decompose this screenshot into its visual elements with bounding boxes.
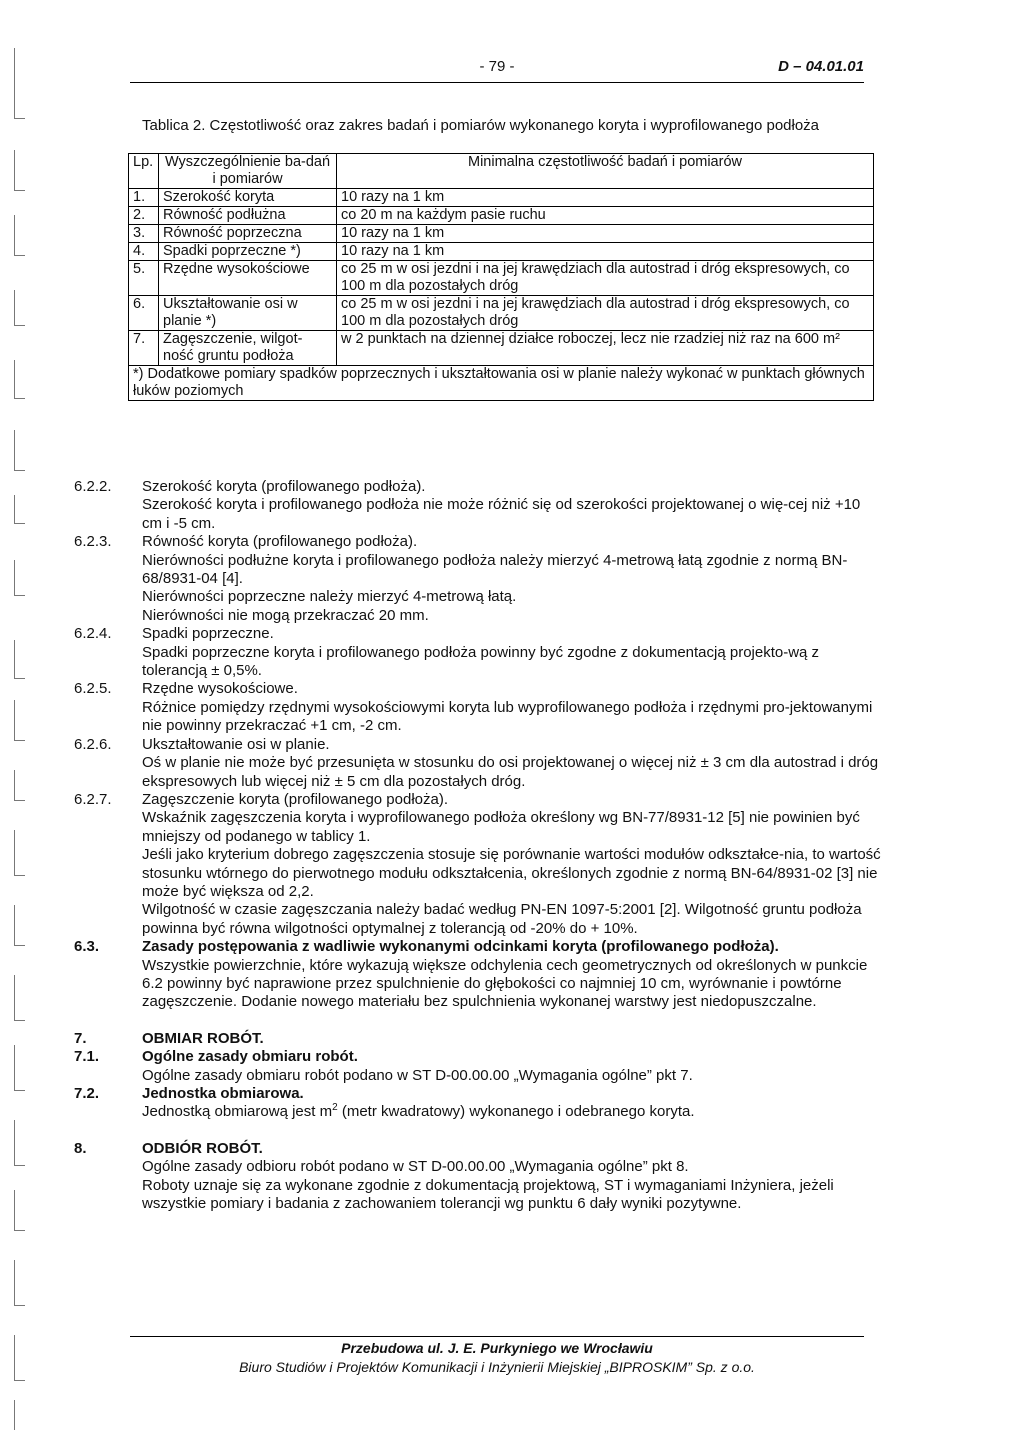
section-number: 6.2.6. [74, 735, 112, 753]
section-number: 7. [74, 1029, 87, 1047]
section-6-2-4 [74, 625, 884, 643]
row-description: Równość poprzeczna [159, 225, 337, 243]
table-row [129, 189, 874, 207]
table-row [129, 243, 874, 261]
section-number: 6.2.5. [74, 680, 112, 698]
table-row [129, 331, 874, 366]
paragraph: Nierówności nie mogą przekraczać 20 mm. [142, 606, 429, 624]
section-7-1 [74, 1048, 884, 1066]
section-title: Szerokość koryta (profilowanego podłoża). [142, 478, 426, 495]
section-title: Rzędne wysokościowe. [142, 680, 298, 698]
row-description: Spadki poprzeczne *) [159, 243, 337, 261]
footer-project: Przebudowa ul. J. E. Purkyniego we Wrocławiu [341, 1340, 653, 1356]
superscript: 2 [332, 1102, 338, 1114]
row-description: Ukształtowanie osi w planie *) [159, 296, 337, 331]
section-number: 6.2.7. [74, 790, 112, 808]
row-lp: 1. [129, 189, 159, 207]
row-description: Szerokość koryta [159, 189, 337, 207]
paragraph: Roboty uznaje się za wykonane zgodnie z dokumentacją projektową, ST i wymaganiami Inżyniera, jeżeli wszystkie pomiary i badania z zachowaniem tolerancji wg punktu 6 dały wyniki pozytywne. [142, 1176, 834, 1213]
table-row [129, 261, 874, 296]
row-lp: 6. [129, 296, 159, 331]
row-lp: 5. [129, 261, 159, 296]
paragraph: Ogólne zasady obmiaru robót podano w ST D-00.00.00 „Wymagania ogólne” pkt 7. [142, 1066, 693, 1084]
table-footnote: *) Dodatkowe pomiary spadków poprzecznych i ukształtowania osi w planie należy wykonać w punktach głównych łuków poziomych [129, 366, 874, 401]
paragraph: Różnice pomiędzy rzędnymi wysokościowymi koryta lub wyprofilowanego podłoża i rzędnymi pro-jektowanymi nie powinny przekraczać +1 cm, -2 cm. [142, 698, 873, 735]
body-text [74, 478, 884, 1213]
section-number: 6.2.3. [74, 533, 112, 551]
section-8 [74, 1140, 884, 1158]
section-title: Zagęszczenie koryta (profilowanego podłoża). [142, 790, 448, 808]
section-title: Ukształtowanie osi w planie. [142, 735, 330, 753]
paragraph [142, 1103, 884, 1121]
paragraph: Nierówności poprzeczne należy mierzyć 4-metrową łatą. [142, 588, 517, 606]
paragraph: Jeśli jako kryterium dobrego zagęszczenia stosuje się porównanie wartości modułów odkształce-nia, to wartość stosunku wtórnego do pierwotnego modułu odkształcenia, określonych zgodnie z normą BN-64/8931-02 [3] nie może być większa od 2,2. [142, 846, 881, 900]
section-6-2-2 [74, 478, 884, 496]
paragraph: Spadki poprzeczne koryta i profilowanego podłoża powinny być zgodne z dokumentacją projekto-wą z tolerancją ± 0,5%. [142, 643, 820, 680]
header-description: Wyszczególnienie ba-dań i pomiarów [159, 154, 337, 189]
section-number: 6.3. [74, 938, 100, 956]
paragraph: Oś w planie nie może być przesunięta w stosunku do osi projektowanej o więcej niż ± 3 cm dla autostrad i dróg ekspresowych lub więcej niż ± 5 cm dla pozostałych dróg. [142, 754, 879, 790]
table-note-row [129, 366, 874, 401]
paragraph-text: Jednostką obmiarową jest m [142, 1103, 333, 1121]
section-6-3 [74, 938, 884, 956]
section-title: Ogólne zasady obmiaru robót. [142, 1048, 358, 1066]
section-6-2-7 [74, 791, 884, 809]
section-title: Spadki poprzeczne. [142, 625, 274, 643]
row-frequency: co 25 m w osi jezdni i na jej krawędziach dla autostrad i dróg ekspresowych, co 100 m dla pozostałych dróg [337, 296, 874, 331]
row-frequency: 10 razy na 1 km [337, 225, 874, 243]
document-code: D – 04.01.01 [778, 58, 864, 75]
section-6-2-3 [74, 533, 884, 551]
table-header-row [129, 154, 874, 189]
paragraph: Szerokość koryta i profilowanego podłoża nie może różnić się od szerokości projektowanej o wię-cej niż +10 cm i -5 cm. [142, 496, 861, 532]
section-title: Równość koryta (profilowanego podłoża). [142, 533, 418, 551]
page-header [130, 56, 864, 83]
section-title: Zasady postępowania z wadliwie wykonanymi odcinkami koryta (profilowanego podłoża). [142, 938, 779, 956]
paragraph: Wszystkie powierzchnie, które wykazują większe odchylenia cech geometrycznych od określonych w punkcie 6.2 powinny być naprawione przez spulchnienie do głębokości co najmniej 10 cm, wyrównanie i powtórne zagęszczenie. Dodanie nowego materiału bez spulchnienia wykonanej warstwy jest niedopuszczalne. [142, 956, 868, 1011]
section-6-2-5 [74, 680, 884, 698]
section-number: 7.1. [74, 1048, 100, 1066]
section-number: 7.2. [74, 1085, 100, 1102]
section-title: ODBIÓR ROBÓT. [142, 1139, 263, 1157]
row-frequency: 10 razy na 1 km [337, 189, 874, 207]
section-title: Jednostka obmiarowa. [142, 1085, 304, 1102]
table-row [129, 225, 874, 243]
section-7-2 [74, 1085, 884, 1103]
header-lp: Lp. [129, 154, 159, 189]
paragraph: Nierówności podłużne koryta i profilowanego podłoża należy mierzyć 4-metrową łatą zgodnie z normą BN-68/8931-04 [4]. [142, 551, 848, 588]
row-frequency: w 2 punktach na dziennej działce roboczej, lecz nie rzadziej niż raz na 600 m² [337, 331, 874, 366]
table-row [129, 207, 874, 225]
table-row [129, 296, 874, 331]
row-lp: 7. [129, 331, 159, 366]
row-description: Zagęszczenie, wilgot-ność gruntu podłoża [159, 331, 337, 366]
header-frequency: Minimalna częstotliwość badań i pomiarów [337, 154, 874, 189]
paragraph: Wilgotność w czasie zagęszczania należy badać według PN-EN 1097-5:2001 [2]. Wilgotność gruntu podłoża powinna być równa wilgotności optymalnej z tolerancją od -20% do + 10%. [142, 901, 862, 937]
section-number: 6.2.2. [74, 478, 112, 495]
row-description: Rzędne wysokościowe [159, 261, 337, 296]
section-6-2-6 [74, 736, 884, 754]
paragraph-text: (metr kwadratowy) wykonanego i odebranego koryta. [337, 1103, 695, 1121]
footer-company: Biuro Studiów i Projektów Komunikacji i Inżynierii Miejskiej „BIPROSKIM” Sp. z o.o. [239, 1359, 755, 1375]
paragraph: Ogólne zasady odbioru robót podano w ST D-00.00.00 „Wymagania ogólne” pkt 8. [142, 1158, 689, 1176]
row-lp: 3. [129, 225, 159, 243]
section-title: OBMIAR ROBÓT. [142, 1029, 264, 1047]
row-frequency: 10 razy na 1 km [337, 243, 874, 261]
row-description: Równość podłużna [159, 207, 337, 225]
row-lp: 2. [129, 207, 159, 225]
section-7 [74, 1030, 884, 1048]
section-number: 6.2.4. [74, 625, 112, 643]
page-footer [130, 1336, 864, 1377]
table-title: Tablica 2. Częstotliwość oraz zakres badań i pomiarów wykonanego koryta i wyprofilowanego podłoża [142, 117, 820, 134]
paragraph: Wskaźnik zagęszczenia koryta i wyprofilowanego podłoża określony wg BN-77/8931-12 [5] nie powinien być mniejszy od podanego w tablicy 1. [142, 809, 860, 845]
row-frequency: co 20 m na każdym pasie ruchu [337, 207, 874, 225]
section-number: 8. [74, 1139, 87, 1157]
row-frequency: co 25 m w osi jezdni i na jej krawędziach dla autostrad i dróg ekspresowych, co 100 m dla pozostałych dróg [337, 261, 874, 296]
scan-edge-marks [0, 0, 30, 1433]
row-lp: 4. [129, 243, 159, 261]
frequency-table [128, 153, 874, 401]
page-number: - 79 - [479, 58, 515, 75]
